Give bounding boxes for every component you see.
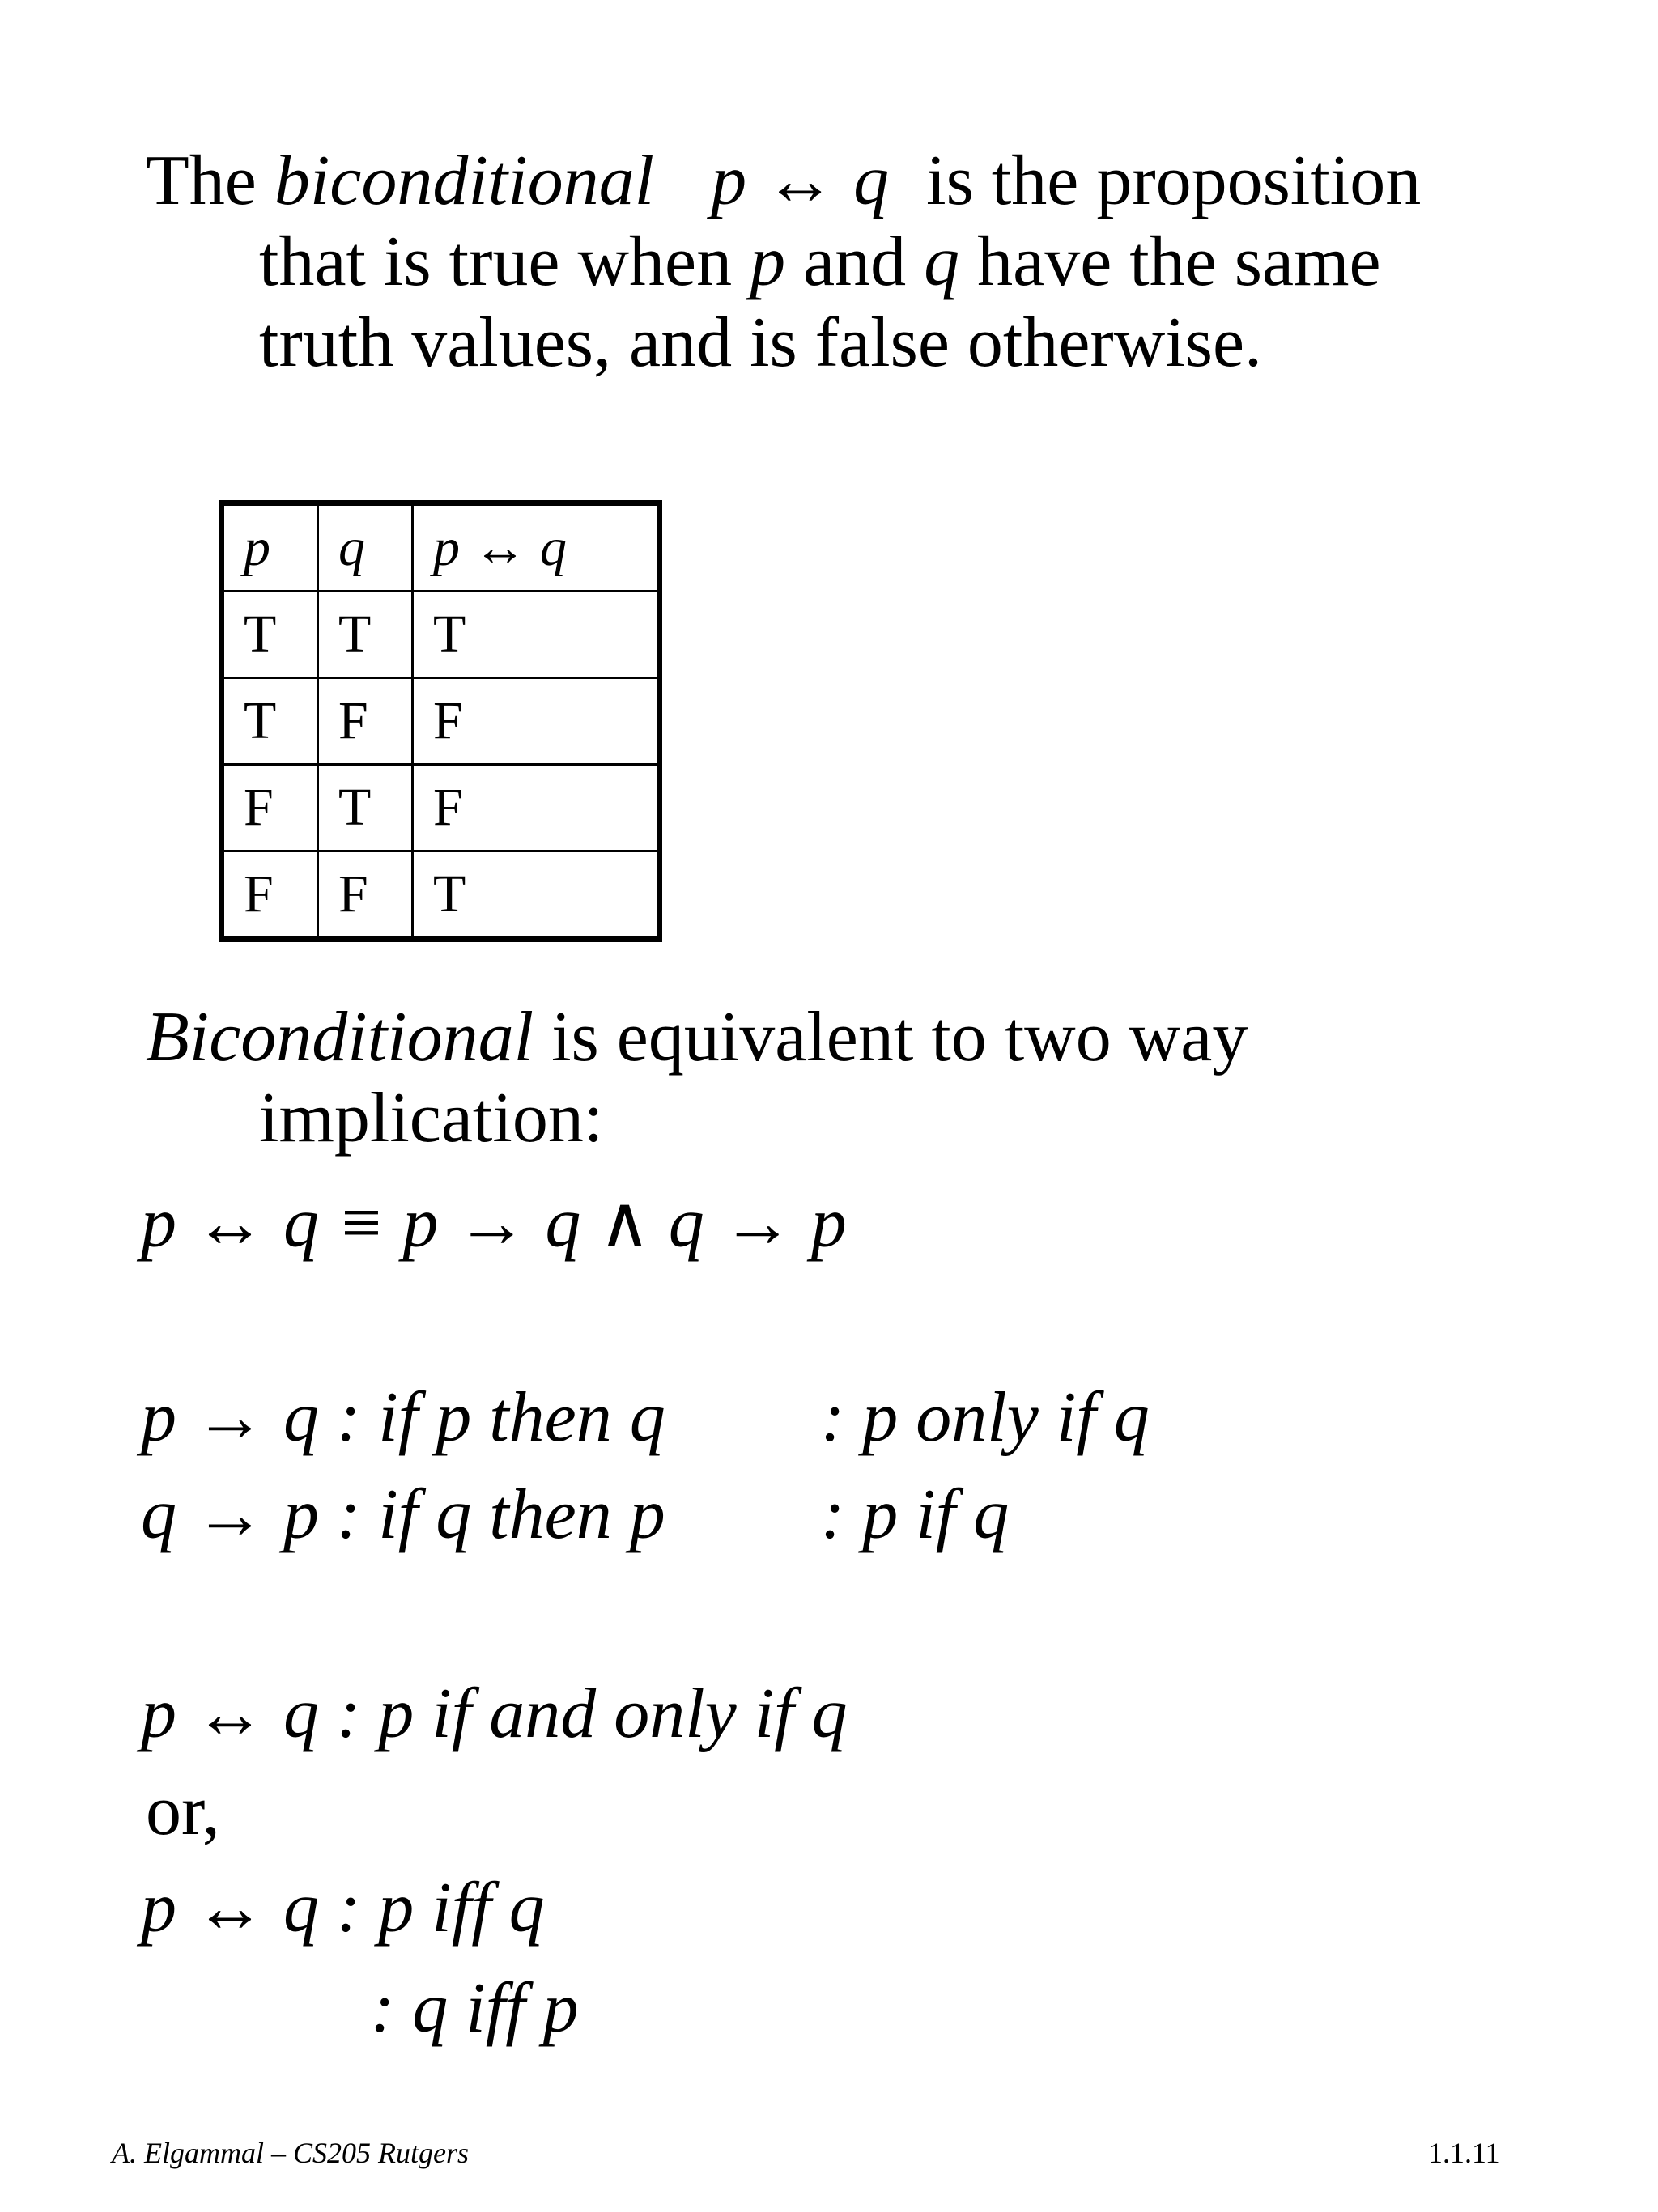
- table-cell: T: [318, 765, 413, 851]
- table-cell: F: [318, 851, 413, 940]
- table-cell: T: [318, 592, 413, 678]
- table-cell: T: [222, 678, 318, 765]
- equivalence-formula: p ↔ q ≡ p → q ∧ q → p: [141, 1184, 847, 1263]
- table-cell: F: [222, 765, 318, 851]
- equivalence-line-2: implication:: [259, 1079, 604, 1157]
- reading-p-implies-q: p → q : if p then q: [141, 1378, 665, 1457]
- table-cell: F: [413, 678, 660, 765]
- header-p: p: [222, 503, 318, 592]
- footer-author: A. Elgammal – CS205 Rutgers: [112, 2137, 469, 2169]
- intro-text: that is true when: [259, 223, 750, 301]
- reading-p-if-q: : p if q: [821, 1475, 1010, 1554]
- truth-table: [219, 500, 662, 942]
- biconditional-term: biconditional: [274, 142, 655, 220]
- iff-short: p ↔ q : p iff q: [141, 1869, 545, 1947]
- intro-line-2: [259, 222, 1381, 303]
- variable-p: p: [750, 223, 786, 301]
- reading-q-implies-p: q → p : if q then p: [141, 1475, 665, 1554]
- biconditional-term: Biconditional: [146, 998, 534, 1076]
- reading-p-only-if-q: : p only if q: [821, 1378, 1150, 1457]
- iff-full: p ↔ q : p if and only if q: [141, 1675, 848, 1753]
- table-row: [222, 678, 660, 765]
- or-text: or,: [146, 1772, 220, 1850]
- table-row: [222, 592, 660, 678]
- table-header-row: [222, 503, 660, 592]
- intro-text: The: [146, 142, 274, 220]
- table-cell: T: [222, 592, 318, 678]
- intro-text: is the proposition: [926, 142, 1422, 220]
- intro-text: have the same: [959, 223, 1381, 301]
- iff-reverse: : q iff p: [371, 1969, 579, 2048]
- variable-q: q: [924, 223, 960, 301]
- intro-line-1: [146, 141, 1421, 222]
- table-cell: T: [413, 592, 660, 678]
- equivalence-line-1: [146, 997, 1248, 1078]
- table-cell: F: [318, 678, 413, 765]
- header-p-iff-q: p ↔ q: [413, 503, 660, 592]
- table-cell: F: [413, 765, 660, 851]
- equivalence-text: is equivalent to two way: [534, 998, 1248, 1076]
- table-cell: T: [413, 851, 660, 940]
- biconditional-expression: p ↔ q: [711, 142, 890, 220]
- footer-slide-number: 1.1.11: [1428, 2137, 1500, 2169]
- intro-line-3: truth values, and is false otherwise.: [259, 304, 1263, 382]
- header-q: q: [318, 503, 413, 592]
- table-row: [222, 851, 660, 940]
- table-row: [222, 765, 660, 851]
- intro-text: and: [785, 223, 925, 301]
- table-cell: F: [222, 851, 318, 940]
